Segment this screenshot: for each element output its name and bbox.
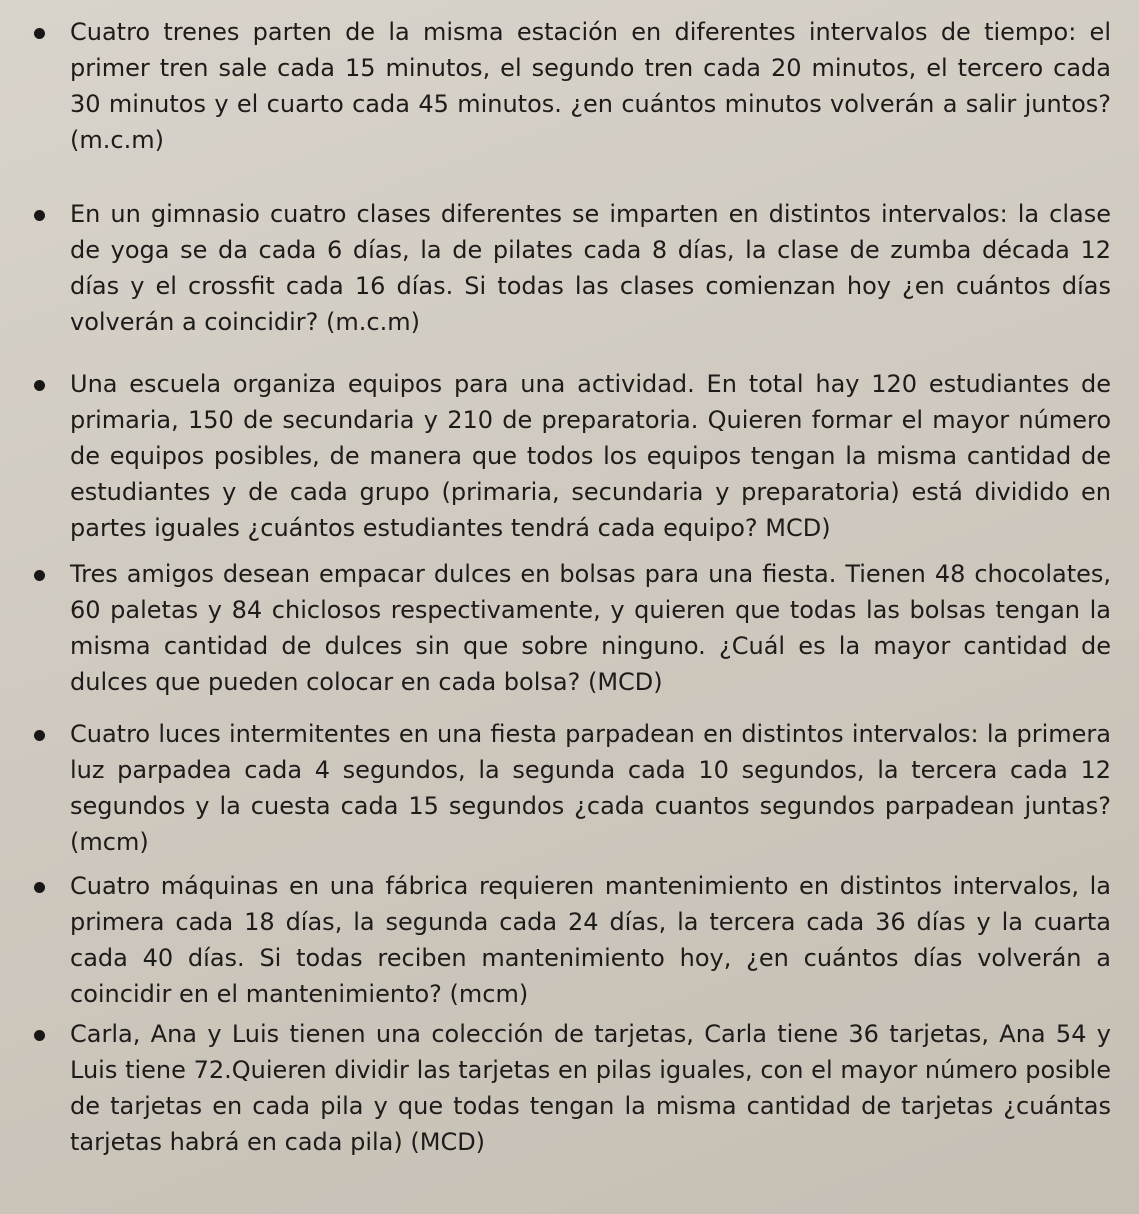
problem-item-4 xyxy=(20,556,1111,716)
problem-text-4: Tres amigos desean empacar dulces en bolsas para una fiesta. Tienen 48 chocolates, 60 paletas y 84 chiclosos respectivamente, y quieren que todas las bolsas tengan la misma cantidad de dulces sin que sobre ninguno. ¿Cuál es la mayor cantidad de dulces que pueden colocar en cada bolsa? (MCD) xyxy=(70,560,1111,696)
problem-item-5 xyxy=(20,716,1111,868)
problem-list xyxy=(20,14,1111,1160)
problem-text-3: Una escuela organiza equipos para una actividad. En total hay 120 estudiantes de primaria, 150 de secundaria y 210 de preparatoria. Quieren formar el mayor número de equipos posibles, de manera que todos los equipos tengan la misma cantidad de estudiantes y de cada grupo (primaria, secundaria y preparatoria) está dividido en partes iguales ¿cuántos estudiantes tendrá cada equipo? MCD) xyxy=(70,370,1111,542)
problem-text-5: Cuatro luces intermitentes en una fiesta parpadean en distintos intervalos: la primera luz parpadea cada 4 segundos, la segunda cada 10 segundos, la tercera cada 12 segundos y la cuesta cada 15 segundos ¿cada cuantos segundos parpadean juntas? (mcm) xyxy=(70,720,1111,856)
problem-text-1: Cuatro trenes parten de la misma estación en diferentes intervalos de tiempo: el primer tren sale cada 15 minutos, el segundo tren cada 20 minutos, el tercero cada 30 minutos y el cuarto cada 45 minutos. ¿en cuántos minutos volverán a salir juntos? (m.c.m) xyxy=(70,18,1111,154)
problem-item-1 xyxy=(20,14,1111,196)
problem-item-2 xyxy=(20,196,1111,366)
bullet-icon xyxy=(34,210,45,221)
bullet-icon xyxy=(34,380,45,391)
problem-item-3 xyxy=(20,366,1111,556)
problem-text-7: Carla, Ana y Luis tienen una colección de tarjetas, Carla tiene 36 tarjetas, Ana 54 y Luis tiene 72.Quieren dividir las tarjetas en pilas iguales, con el mayor número posible de tarjetas en cada pila y que todas tengan la misma cantidad de tarjetas ¿cuántas tarjetas habrá en cada pila) (MCD) xyxy=(70,1020,1111,1156)
problem-item-6 xyxy=(20,868,1111,1016)
bullet-icon xyxy=(34,1030,45,1041)
problem-text-6: Cuatro máquinas en una fábrica requieren mantenimiento en distintos intervalos, la primera cada 18 días, la segunda cada 24 días, la tercera cada 36 días y la cuarta cada 40 días. Si todas reciben mantenimiento hoy, ¿en cuántos días volverán a coincidir en el mantenimiento? (mcm) xyxy=(70,872,1111,1008)
bullet-icon xyxy=(34,28,45,39)
problem-item-7 xyxy=(20,1016,1111,1160)
bullet-icon xyxy=(34,882,45,893)
bullet-icon xyxy=(34,570,45,581)
bullet-icon xyxy=(34,730,45,741)
problem-text-2: En un gimnasio cuatro clases diferentes se imparten en distintos intervalos: la clase de yoga se da cada 6 días, la de pilates cada 8 días, la clase de zumba década 12 días y el crossfit cada 16 días. Si todas las clases comienzan hoy ¿en cuántos días volverán a coincidir? (m.c.m) xyxy=(70,200,1111,336)
